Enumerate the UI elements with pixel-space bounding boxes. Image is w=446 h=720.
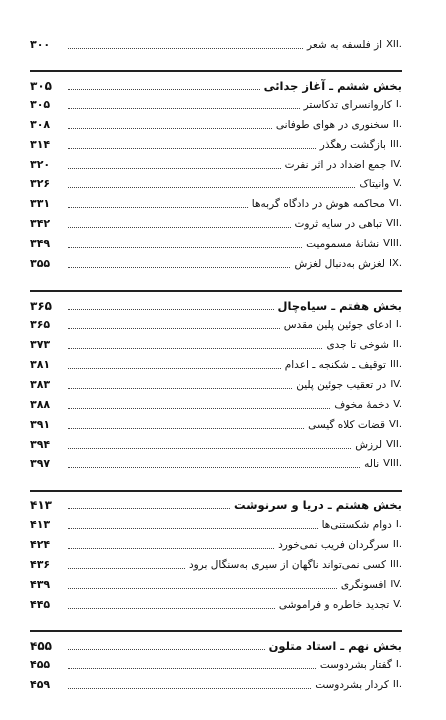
entry-numeral: I. [395, 659, 402, 670]
toc-entry [30, 456, 402, 472]
toc-entry [30, 117, 402, 133]
entry-numeral: VIII. [383, 238, 402, 249]
entry-title: در تعقیب جوئین پلین [296, 379, 387, 391]
entry-numeral: II. [392, 539, 402, 550]
section-title: بخش هشتم ـ دریا و سرنوشت [234, 498, 402, 512]
entry-title: بازگشت رهگذر [319, 139, 386, 151]
dot-leader [68, 187, 355, 188]
entry-title: دخمهٔ مخوف [334, 399, 390, 411]
entry-title: لرزش [355, 439, 383, 451]
toc-entry [30, 216, 402, 232]
entry-title: قضات کلاه گیسی [308, 419, 386, 431]
section-heading-7 [30, 298, 402, 314]
entry-numeral: IV. [390, 379, 402, 390]
entry-title: شوخی تا جدی [326, 339, 389, 351]
dot-leader [68, 267, 290, 268]
dot-leader [68, 108, 300, 109]
entry-page: ۳۴۹ [30, 237, 51, 250]
entry-title: توقیف ـ شکنجه ـ اعدام [284, 359, 386, 371]
toc-entry [30, 317, 402, 333]
dot-leader [68, 448, 351, 449]
entry-page: ۳۲۰ [30, 158, 51, 171]
entry-numeral: I. [395, 319, 402, 330]
entry-page: ۴۵۵ [30, 658, 51, 671]
entry-title: وانیتاک [359, 178, 390, 190]
toc-entry [30, 657, 402, 673]
entry-page: ۴۱۳ [30, 518, 51, 531]
dot-leader [68, 688, 311, 689]
entry-numeral: II. [392, 339, 402, 350]
section-heading-9 [30, 638, 402, 654]
entry-numeral: II. [392, 679, 402, 690]
dot-leader [68, 528, 318, 529]
entry-numeral: I. [395, 519, 402, 530]
toc-entry [30, 256, 402, 272]
dot-leader [68, 388, 292, 389]
toc-entry [30, 417, 402, 433]
entry-page: ۳۶۵ [30, 318, 51, 331]
entry-numeral: V. [393, 178, 402, 189]
entry-page: ۳۰۵ [30, 98, 51, 111]
dot-leader [68, 328, 280, 329]
entry-title: لغزش به‌دنبال لغزش [294, 258, 386, 270]
entry-page: ۳۴۲ [30, 217, 51, 230]
dot-leader [68, 548, 274, 549]
dot-leader [68, 207, 248, 208]
entry-page: ۳۰۸ [30, 118, 51, 131]
entry-numeral: IX. [389, 258, 402, 269]
section-divider [30, 70, 402, 72]
section-page: ۴۱۳ [30, 498, 52, 512]
dot-leader [68, 508, 230, 509]
entry-numeral: VI. [389, 198, 402, 209]
entry-numeral: III. [389, 139, 402, 150]
entry-page: ۳۹۴ [30, 438, 51, 451]
dot-leader [68, 408, 330, 409]
toc-entry-xii [30, 37, 402, 53]
entry-page: ۳۲۶ [30, 177, 51, 190]
toc-entry [30, 236, 402, 252]
toc-entry [30, 97, 402, 113]
dot-leader [68, 649, 265, 650]
entry-page: ۳۸۸ [30, 398, 51, 411]
dot-leader [68, 568, 185, 569]
toc-entry [30, 557, 402, 573]
entry-page: ۳۸۱ [30, 358, 51, 371]
toc-entry [30, 157, 402, 173]
entry-title: افسونگری [340, 579, 387, 591]
entry-numeral: I. [395, 99, 402, 110]
entry-title: محاکمه هوش در دادگاه گربه‌ها [251, 198, 386, 210]
entry-numeral: V. [393, 599, 402, 610]
dot-leader [68, 668, 316, 669]
dot-leader [68, 588, 337, 589]
entry-numeral: IV. [390, 579, 402, 590]
section-title: بخش هفتم ـ سیاه‌چال [277, 299, 402, 313]
section-page: ۳۶۵ [30, 299, 52, 313]
section-divider [30, 490, 402, 492]
entry-numeral: IV. [390, 159, 402, 170]
entry-title: کردار بشردوست [315, 679, 389, 691]
entry-page: ۳۸۳ [30, 378, 51, 391]
entry-title: گفتار بشردوست [319, 659, 392, 671]
dot-leader [68, 348, 322, 349]
dot-leader [68, 247, 302, 248]
dot-leader [68, 48, 303, 49]
entry-page: ۴۲۴ [30, 538, 51, 551]
entry-page: ۳۳۱ [30, 197, 51, 210]
entry-numeral: VIII. [383, 458, 402, 469]
entry-title: از فلسفه به شعر [307, 39, 383, 51]
entry-numeral: XII. [386, 39, 402, 50]
dot-leader [68, 368, 281, 369]
dot-leader [68, 309, 274, 310]
entry-title: سرگردان فریب نمی‌خورد [278, 539, 389, 551]
section-divider [30, 290, 402, 292]
entry-numeral: III. [389, 359, 402, 370]
dot-leader [68, 89, 260, 90]
entry-page: ۳۷۳ [30, 338, 51, 351]
toc-entry [30, 517, 402, 533]
entry-title: نشانهٔ مسمومیت [306, 238, 380, 250]
entry-numeral: V. [393, 399, 402, 410]
toc-entry [30, 357, 402, 373]
entry-numeral: VI. [389, 419, 402, 430]
toc-entry [30, 337, 402, 353]
toc-entry [30, 677, 402, 693]
entry-title: تباهی در سایه ثروت [294, 218, 383, 230]
entry-title: جمع اضداد در اثر نفرت [284, 159, 387, 171]
entry-page: ۴۳۹ [30, 578, 51, 591]
entry-page: ۴۳۶ [30, 558, 51, 571]
entry-title: سخنوری در هوای طوفانی [275, 119, 389, 131]
entry-title: ادعای جوئین پلین مقدس [283, 319, 392, 331]
entry-page: ۳۵۵ [30, 257, 51, 270]
section-page: ۴۵۵ [30, 639, 52, 653]
toc-entry [30, 176, 402, 192]
dot-leader [68, 467, 360, 468]
entry-title: کسی نمی‌تواند ناگهان از سیری به‌سنگال برود [188, 559, 386, 571]
toc-entry [30, 437, 402, 453]
section-divider [30, 630, 402, 632]
entry-numeral: VII. [386, 218, 402, 229]
toc-entry [30, 377, 402, 393]
entry-page: ۴۴۵ [30, 598, 51, 611]
dot-leader [68, 168, 281, 169]
toc-entry [30, 597, 402, 613]
entry-title: ناله [364, 458, 380, 470]
entry-page: ۳۰۰ [30, 38, 51, 51]
section-title: بخش ششم ـ آغاز جدائی [263, 79, 402, 93]
dot-leader [68, 227, 291, 228]
toc-entry [30, 137, 402, 153]
entry-numeral: III. [389, 559, 402, 570]
dot-leader [68, 608, 275, 609]
entry-page: ۴۵۹ [30, 678, 51, 691]
toc-entry [30, 577, 402, 593]
section-page: ۳۰۵ [30, 79, 52, 93]
section-title: بخش نهم ـ استاد متلون [268, 639, 402, 653]
entry-page: ۳۹۷ [30, 457, 51, 470]
entry-page: ۳۹۱ [30, 418, 51, 431]
entry-numeral: II. [392, 119, 402, 130]
section-heading-8 [30, 497, 402, 513]
entry-numeral: VII. [386, 439, 402, 450]
dot-leader [68, 428, 304, 429]
dot-leader [68, 128, 272, 129]
toc-entry [30, 196, 402, 212]
section-heading-6 [30, 78, 402, 94]
entry-title: تجدید خاطره و فراموشی [278, 599, 390, 611]
entry-title: کاروانسرای تدکاستر [303, 99, 392, 111]
dot-leader [68, 148, 316, 149]
entry-title: دوام شکستنی‌ها [321, 519, 392, 531]
entry-page: ۳۱۴ [30, 138, 51, 151]
toc-entry [30, 537, 402, 553]
toc-entry [30, 397, 402, 413]
